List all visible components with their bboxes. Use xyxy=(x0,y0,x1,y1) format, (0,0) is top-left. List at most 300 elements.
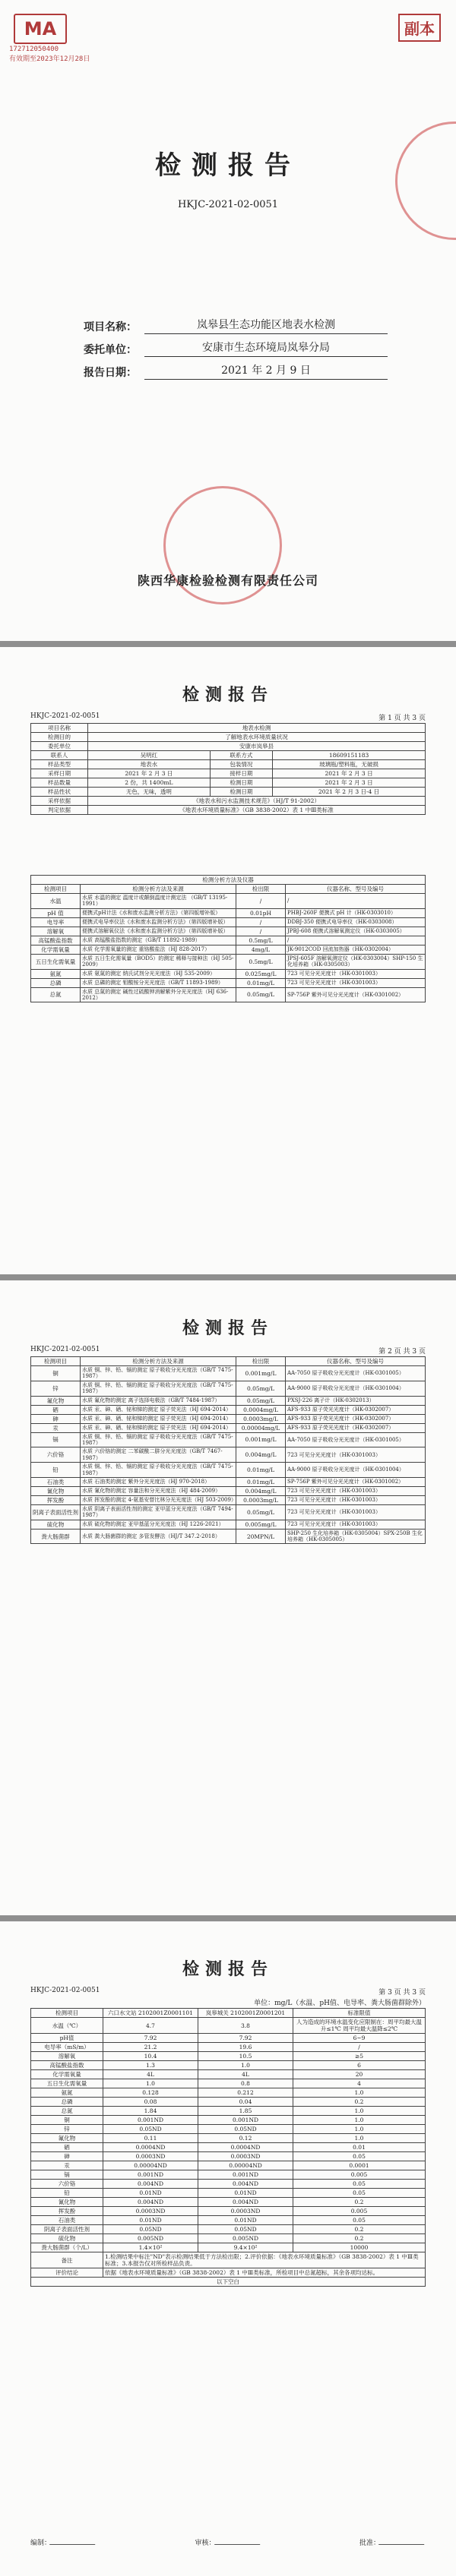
method-instrument: 723 可见分光光度计（HK-0301003） xyxy=(286,1495,426,1504)
result-row xyxy=(31,2116,426,2125)
info-value: 了解地表水环境质量状况 xyxy=(88,733,426,742)
result-item: 水温（℃） xyxy=(31,2018,103,2034)
method-instrument: 723 可见分光光度计（HK-0301003） xyxy=(286,1486,426,1495)
info-label: 接样日期 xyxy=(210,769,272,778)
result-site-2: 9.4×10² xyxy=(198,2243,293,2252)
method-row xyxy=(31,978,426,987)
result-item: 硫化物 xyxy=(31,2234,103,2243)
end-mark: 以下空白 xyxy=(31,2278,426,2287)
method-row xyxy=(31,1432,426,1447)
result-row xyxy=(31,2070,426,2079)
result-limit: 0.05 xyxy=(293,2180,426,2189)
info-label: 委托单位 xyxy=(31,742,88,751)
info-value: 《地表水环境质量标准》（GB 3838-2002）表 1 中Ⅲ类标准 xyxy=(88,806,426,815)
result-row xyxy=(31,2180,426,2189)
info-value: 地表水检测 xyxy=(88,724,426,733)
info-row xyxy=(31,778,426,788)
result-item: 氟化物 xyxy=(31,2134,103,2143)
info-label: 项目名称 xyxy=(31,724,88,733)
result-limit: 0.2 xyxy=(293,2234,426,2243)
info-value: 无色，无味，透明 xyxy=(88,788,211,797)
result-site-2: 7.92 xyxy=(198,2034,293,2043)
result-item: 铅 xyxy=(31,2189,103,2198)
info-value: 吴明红 xyxy=(88,751,211,760)
result-item: 高锰酸盐指数 xyxy=(31,2061,103,2070)
method-standard: 水质 粪大肠菌群的测定 多管发酵法（HJ/T 347.2-2018） xyxy=(81,1529,236,1544)
result-site-2: 0.001ND xyxy=(198,2170,293,2180)
method-item: 硒 xyxy=(31,1405,81,1414)
method-instrument: DDBJ-350 便携式电导率仪（HK-0303008） xyxy=(286,917,426,927)
method-standard: 水质 氟化物的测定 离子选择电极法（GB/T 7484-1987） xyxy=(81,1396,236,1405)
method-standard: 水质 化学需氧量的测定 重铬酸盐法（HJ 828-2017） xyxy=(81,945,236,954)
method-instrument: / xyxy=(286,936,426,945)
info-label: 检测日期 xyxy=(210,788,272,797)
method-row xyxy=(31,987,426,1002)
method-standard: 水质 汞、砷、硒、铋和锑的测定 原子荧光法（HJ 694-2014） xyxy=(81,1414,236,1423)
method-standard: 便携式pH计法《水和废水监测分析方法》（第四版增补版） xyxy=(81,908,236,917)
report-page-2 xyxy=(0,1280,456,1915)
result-site-1: 1.3 xyxy=(103,2061,198,2070)
result-item: 硒 xyxy=(31,2143,103,2152)
info-table xyxy=(30,723,426,815)
method-standard: 水质 氰化物的测定 容量法和分光光度法（HJ 484-2009） xyxy=(81,1486,236,1495)
method-item: 五日生化需氧量 xyxy=(31,954,81,969)
result-item: 电导率（mS/m） xyxy=(31,2043,103,2052)
method-row xyxy=(31,917,426,927)
result-limit: 0.05 xyxy=(293,2189,426,2198)
method-detection-limit: / xyxy=(236,927,286,936)
method-item: 镉 xyxy=(31,1432,81,1447)
method-row xyxy=(31,1447,426,1463)
info-value: 2021 年 2 月 3 日 xyxy=(273,769,426,778)
method-standard: 水质 铜、锌、铅、镉的测定 原子吸收分光光度法（GB/T 7475-1987） xyxy=(81,1463,236,1478)
report-number: HKJC-2021-02-0051 xyxy=(177,199,279,210)
method-row xyxy=(31,1504,426,1520)
method-instrument: SHP-250 生化培养箱（HK-0305004）SPX-250B 生化培养箱（HK-0305005） xyxy=(286,1529,426,1544)
method-row xyxy=(31,1520,426,1529)
info-row xyxy=(31,742,426,751)
result-site-1: 0.001ND xyxy=(103,2170,198,2180)
method-standard: 水质 挥发酚的测定 4-氨基安替比林分光光度法（HJ 503-2009） xyxy=(81,1495,236,1504)
method-row xyxy=(31,954,426,969)
methods-table-2: 检测项目 检测分析方法及来源 检出限 仪器名称、型号及编号 铜 水质 铜、锌、铅、镉的测定 原子吸收分光光度法（GB/T 7475-1987） 0.001mg/L AA-7050 原子吸收分光光度计（HK-0301005） 锌 水质 铜、锌、铅、镉的测定 原子吸收分光光度法（GB/T 7475-1987） 0.05mg/L AA-9000 原子吸收分光光度计（HK-0301004） 氟化物 水质 氟化物的测定 离子选择电极法（GB/T 7484-1987） 0.05mg/L PXSJ-226 离子计（HK-0302013） 硒 水质 汞、砷、硒、铋和锑的测定 原子荧光法（HJ 694-2014） 0.0004mg/L AFS-933 原子荧光光度计（HK-0302007） 砷 水质 汞、砷、硒、铋和锑的测定 原子荧光法（HJ 694-2014） 0.0003mg/L AFS-933 原子荧光光度计（HK-0302007） 汞 水质 汞、砷、硒、铋和锑的测定 原子荧光法（HJ 694-2014） 0.00004mg/L AFS-933 原子荧光光度计（HK-0302007） 镉 水质 铜、锌、铅、镉的测定 原子吸收分光光度法（GB/T 7475-1987） 0.001mg/L AA-7050 原子吸收分光光度计（HK-0301005） 六价铬 水质 六价铬的测定 二苯碳酰二肼分光光度法（GB/T 7467-1987） 0.004mg/L 723 可见分光光度计（HK-0301003） 铅 水质 铜、锌、铅、镉的测定 原子吸收分光光度法（GB/T 7475-1987） 0.01mg/L AA-9000 原子吸收分光光度计（HK-0301004） 石油类 水质 石油类的测定 紫外分光光度法（HJ 970-2018） 0.01mg/L SP-756P 紫外可见分光光度计（HK-0301002） 氰化物 水质 氰化物的测定 容量法和分光光度法（HJ 484-2009） 0.004mg/L 723 可见分光光度计（HK-0301003） 挥发酚 水质 挥发酚的测定 4-氨基安替比林分光光度法（HJ 503-2009） 0.0003mg/L 723 可见分光光度计（HK-0301003） 阴离子表面活性剂 水质 阴离子表面活性剂的测定 亚甲蓝分光光度法（GB/T 7494-1987） 0.05mg/L 723 可见分光光度计（HK-0301003） 硫化物 水质 硫化物的测定 亚甲基蓝分光光度法（HJ 1226-2021） 0.005mg/L 723 可见分光光度计（HK-0301003） 粪大肠菌群 水质 粪大肠菌群的测定 多管发酵法（HJ/T 347.2-2018） 20MPN/L SHP-250 生化培养箱（HK-0305004）SPX-250B 生化培养箱（HK-0305005） xyxy=(30,1356,426,1544)
result-row xyxy=(31,2098,426,2107)
method-instrument: SP-756P 紫外可见分光光度计（HK-0301002） xyxy=(286,1477,426,1486)
result-limit: 0.05 xyxy=(293,2216,426,2225)
method-item: 六价铬 xyxy=(31,1447,81,1463)
info-row xyxy=(31,751,426,760)
result-limit: ≥5 xyxy=(293,2052,426,2061)
result-item: 挥发酚 xyxy=(31,2207,103,2216)
method-item: 挥发酚 xyxy=(31,1495,81,1504)
method-row xyxy=(31,1414,426,1423)
method-row xyxy=(31,894,426,909)
result-row xyxy=(31,2225,426,2234)
result-site-2: 0.05ND xyxy=(198,2125,293,2134)
method-detection-limit: 0.005mg/L xyxy=(236,1520,286,1529)
result-row xyxy=(31,2207,426,2216)
method-row xyxy=(31,927,426,936)
result-limit: 0.2 xyxy=(293,2098,426,2107)
result-site-1: 0.01ND xyxy=(103,2189,198,2198)
result-limit: 1.0 xyxy=(293,2088,426,2098)
method-standard: 水质 汞、砷、硒、铋和锑的测定 原子荧光法（HJ 694-2014） xyxy=(81,1423,236,1432)
method-detection-limit: 0.05mg/L xyxy=(236,1396,286,1405)
result-limit: 0.01 xyxy=(293,2143,426,2152)
info-row xyxy=(31,788,426,797)
result-row xyxy=(31,2107,426,2116)
result-limit: 1.0 xyxy=(293,2107,426,2116)
method-detection-limit: / xyxy=(236,917,286,927)
result-limit: 1.0 xyxy=(293,2125,426,2134)
result-item: 汞 xyxy=(31,2161,103,2170)
result-site-1: 1.4×10² xyxy=(103,2243,198,2252)
method-instrument: AA-9000 原子吸收分光光度计（HK-0301004） xyxy=(286,1463,426,1478)
info-label: 样品类型 xyxy=(31,760,88,769)
method-row xyxy=(31,1495,426,1504)
result-row xyxy=(31,2134,426,2143)
result-limit: 10000 xyxy=(293,2243,426,2252)
result-site-1: 21.2 xyxy=(103,2043,198,2052)
result-site-2: 1.0 xyxy=(198,2061,293,2070)
result-row xyxy=(31,2079,426,2088)
result-site-1: 0.00004ND xyxy=(103,2161,198,2170)
method-item: 氟化物 xyxy=(31,1396,81,1405)
info-label: 采样日期 xyxy=(31,769,88,778)
result-site-2: 0.01ND xyxy=(198,2189,293,2198)
method-standard: 便携式电导率仪法《水和废水监测分析方法》（第四版增补版） xyxy=(81,917,236,927)
result-item: 镉 xyxy=(31,2170,103,2180)
result-site-1: 1.84 xyxy=(103,2107,198,2116)
method-item: 氰化物 xyxy=(31,1486,81,1495)
result-row xyxy=(31,2088,426,2098)
method-instrument: PXSJ-226 离子计（HK-0302013） xyxy=(286,1396,426,1405)
method-standard: 水质 铜、锌、铅、镉的测定 原子吸收分光光度法（GB/T 7475-1987） xyxy=(81,1366,236,1381)
evaluation-row: 评价结论 依据《地表水环境质量标准》（GB 3838-2002）表 1 中Ⅲ类标准，所检项目中总氮超标，其余各项均达标。 xyxy=(31,2268,426,2278)
method-standard: 水质 阴离子表面活性剂的测定 亚甲蓝分光光度法（GB/T 7494-1987） xyxy=(81,1504,236,1520)
result-limit: 1.0 xyxy=(293,2134,426,2143)
result-site-1: 0.004ND xyxy=(103,2180,198,2189)
method-detection-limit: 0.01mg/L xyxy=(236,1463,286,1478)
result-row xyxy=(31,2234,426,2243)
method-detection-limit: 0.004mg/L xyxy=(236,1447,286,1463)
method-standard: 水质 铜、锌、铅、镉的测定 原子吸收分光光度法（GB/T 7475-1987） xyxy=(81,1381,236,1396)
info-label: 联系方式 xyxy=(210,751,272,760)
method-standard: 水质 铜、锌、铅、镉的测定 原子吸收分光光度法（GB/T 7475-1987） xyxy=(81,1432,236,1447)
result-site-1: 10.4 xyxy=(103,2052,198,2061)
info-value: 2021 年 2 月 3 日-4 日 xyxy=(273,788,426,797)
method-row xyxy=(31,908,426,917)
result-site-1: 0.001ND xyxy=(103,2116,198,2125)
result-row xyxy=(31,2034,426,2043)
field-date: 报告日期： 2021 年 2 月 9 日 xyxy=(84,357,388,380)
method-detection-limit: 20MPN/L xyxy=(236,1529,286,1544)
method-item: 化学需氧量 xyxy=(31,945,81,954)
result-site-2: 0.05ND xyxy=(198,2225,293,2234)
info-label: 联系人 xyxy=(31,751,88,760)
method-instrument: AFS-933 原子荧光光度计（HK-0302007） xyxy=(286,1414,426,1423)
info-row xyxy=(31,769,426,778)
info-label: 采样依据 xyxy=(31,797,88,806)
result-site-1: 0.05ND xyxy=(103,2225,198,2234)
method-instrument: AFS-933 原子荧光光度计（HK-0302007） xyxy=(286,1423,426,1432)
result-row xyxy=(31,2216,426,2225)
method-detection-limit: 0.001mg/L xyxy=(236,1432,286,1447)
result-limit: 6~9 xyxy=(293,2034,426,2043)
result-limit: 人为造成的环境水温变化应限制在：周平均最大温升≤1℃ 周平均最大温降≤2℃ xyxy=(293,2018,426,2034)
field-project: 项目名称： 岚皋县生态功能区地表水检测 xyxy=(84,311,388,334)
method-item: 总氮 xyxy=(31,987,81,1002)
method-instrument: JPSJ-605F 溶解氧测定仪（HK-0303004）SHP-150 生化培养箱（HK-0305003） xyxy=(286,954,426,969)
result-site-1: 0.0003ND xyxy=(103,2152,198,2161)
method-instrument: 723 可见分光光度计（HK-0301003） xyxy=(286,1504,426,1520)
info-label: 包装情况 xyxy=(210,760,272,769)
method-item: 锌 xyxy=(31,1381,81,1396)
method-detection-limit: 0.01mg/L xyxy=(236,1477,286,1486)
method-standard: 水质 氨氮的测定 纳氏试剂分光光度法（HJ 535-2009） xyxy=(81,969,236,978)
result-site-1: 4L xyxy=(103,2070,198,2079)
method-detection-limit: 0.00004mg/L xyxy=(236,1423,286,1432)
page-header: HKJC-2021-02-0051 第 3 页 共 3 页 xyxy=(30,1987,426,1997)
method-detection-limit: 0.5mg/L xyxy=(236,936,286,945)
page-title: 检测报告 xyxy=(182,685,274,705)
result-item: 总磷 xyxy=(31,2098,103,2107)
method-item: pH 值 xyxy=(31,908,81,917)
result-item: 砷 xyxy=(31,2152,103,2161)
method-standard: 水质 五日生化需氧量（BOD5）的测定 稀释与接种法（HJ 505-2009） xyxy=(81,954,236,969)
result-limit: 1.0 xyxy=(293,2116,426,2125)
result-row xyxy=(31,2143,426,2152)
method-item: 砷 xyxy=(31,1414,81,1423)
method-row xyxy=(31,1423,426,1432)
method-instrument: 723 可见分光光度计（HK-0301003） xyxy=(286,978,426,987)
result-item: 五日生化需氧量 xyxy=(31,2079,103,2088)
method-detection-limit: 0.0004mg/L xyxy=(236,1405,286,1414)
method-standard: 水质 水温的测定 温度计或颠倒温度计测定法 （GB/T 13195-1991） xyxy=(81,894,236,909)
method-instrument: AA-7050 原子吸收分光光度计（HK-0301005） xyxy=(286,1366,426,1381)
info-value: 2021 年 2 月 3 日 xyxy=(273,778,426,788)
info-value: 2021 年 2 月 3 日 xyxy=(88,769,211,778)
result-row xyxy=(31,2170,426,2180)
result-row xyxy=(31,2043,426,2052)
method-item: 硫化物 xyxy=(31,1520,81,1529)
result-limit: 0.05 xyxy=(293,2152,426,2161)
result-site-2: 0.005ND xyxy=(198,2234,293,2243)
result-item: 锌 xyxy=(31,2125,103,2134)
info-row xyxy=(31,806,426,815)
info-label: 样品性状 xyxy=(31,788,88,797)
method-item: 粪大肠菌群 xyxy=(31,1529,81,1544)
result-site-1: 0.05ND xyxy=(103,2125,198,2134)
result-site-2: 0.8 xyxy=(198,2079,293,2088)
report-title: 检测报告 xyxy=(155,150,301,181)
method-detection-limit: 0.004mg/L xyxy=(236,1486,286,1495)
info-row xyxy=(31,724,426,733)
method-detection-limit: 0.001mg/L xyxy=(236,1366,286,1381)
result-row xyxy=(31,2018,426,2034)
method-row xyxy=(31,1486,426,1495)
result-limit: 0.005 xyxy=(293,2207,426,2216)
method-detection-limit: 0.01mg/L xyxy=(236,978,286,987)
info-value: 安康市岚皋县 xyxy=(88,742,426,751)
method-item: 溶解氧 xyxy=(31,927,81,936)
info-label: 检测日期 xyxy=(210,778,272,788)
info-value: 18609151183 xyxy=(273,751,426,760)
result-site-1: 4.7 xyxy=(103,2018,198,2034)
result-site-2: 0.12 xyxy=(198,2134,293,2143)
result-site-2: 1.85 xyxy=(198,2107,293,2116)
result-item: 氰化物 xyxy=(31,2198,103,2207)
result-site-2: 0.004ND xyxy=(198,2198,293,2207)
method-detection-limit: 0.025mg/L xyxy=(236,969,286,978)
result-item: 溶解氧 xyxy=(31,2052,103,2061)
result-site-2: 4L xyxy=(198,2070,293,2079)
method-detection-limit: 0.01pH xyxy=(236,908,286,917)
method-row xyxy=(31,936,426,945)
method-item: 高锰酸盐指数 xyxy=(31,936,81,945)
remark-row: 备注 1.检测结果中标注"ND"表示检测结果低于方法检出限；2.评价依据：《地表水环境质量标准》（GB 3838-2002）表 1 中Ⅲ类标准；3.本报告仅对所检样品负责。 xyxy=(31,2252,426,2268)
method-standard: 水质 石油类的测定 紫外分光光度法（HJ 970-2018） xyxy=(81,1477,236,1486)
method-instrument: JPBJ-608 便携式溶解氧测定仪（HK-0303005） xyxy=(286,927,426,936)
result-site-2: 0.004ND xyxy=(198,2180,293,2189)
result-row xyxy=(31,2061,426,2070)
result-site-1: 0.0003ND xyxy=(103,2207,198,2216)
result-row xyxy=(31,2125,426,2134)
page-header: HKJC-2021-02-0051 第 1 页 共 3 页 xyxy=(30,712,426,722)
reviewer-sign: 审核： xyxy=(195,2537,261,2547)
method-instrument: AFS-933 原子荧光光度计（HK-0302007） xyxy=(286,1405,426,1414)
result-site-1: 0.005ND xyxy=(103,2234,198,2243)
company-name: 陕西华康检验检测有限责任公司 xyxy=(137,573,318,588)
results-unit-caption: 单位：mg/L（水温、pH值、电导率、粪大肠菌群除外） xyxy=(254,2000,426,2007)
method-item: 石油类 xyxy=(31,1477,81,1486)
method-detection-limit: 0.5mg/L xyxy=(236,954,286,969)
result-site-2: 0.0003ND xyxy=(198,2207,293,2216)
method-row xyxy=(31,1529,426,1544)
result-site-2: 0.00004ND xyxy=(198,2161,293,2170)
result-row xyxy=(31,2161,426,2170)
copy-stamp: 副本 xyxy=(398,14,441,42)
method-standard: 水质 总氮的测定 碱性过硫酸钾消解紫外分光光度法（HJ 636-2012） xyxy=(81,987,236,1002)
result-item: 铜 xyxy=(31,2116,103,2125)
result-item: 氨氮 xyxy=(31,2088,103,2098)
result-row xyxy=(31,2243,426,2252)
method-standard: 便携式溶解氧仪法《水和废水监测分析方法》（第四版增补版） xyxy=(81,927,236,936)
result-site-2: 0.212 xyxy=(198,2088,293,2098)
result-limit: 0.005 xyxy=(293,2170,426,2180)
result-item: pH值 xyxy=(31,2034,103,2043)
method-instrument: 723 可见分光光度计（HK-0301003） xyxy=(286,1520,426,1529)
method-instrument: SP-756P 紫外可见分光光度计（HK-0301002） xyxy=(286,987,426,1002)
result-site-2: 0.001ND xyxy=(198,2116,293,2125)
method-detection-limit: 0.05mg/L xyxy=(236,1381,286,1396)
report-page-1 xyxy=(0,647,456,1274)
method-standard: 水质 六价铬的测定 二苯碳酰二肼分光光度法（GB/T 7467-1987） xyxy=(81,1447,236,1463)
method-instrument: JK-9012COD 回流加热器（HK-0302004） xyxy=(286,945,426,954)
method-row xyxy=(31,1463,426,1478)
info-value: 2 份，共 1400mL xyxy=(88,778,211,788)
method-item: 铅 xyxy=(31,1463,81,1478)
result-limit: / xyxy=(293,2043,426,2052)
method-item: 阴离子表面活性剂 xyxy=(31,1504,81,1520)
method-detection-limit: 4mg/L xyxy=(236,945,286,954)
method-detection-limit: / xyxy=(236,894,286,909)
method-row xyxy=(31,1381,426,1396)
result-site-1: 0.08 xyxy=(103,2098,198,2107)
cover-page xyxy=(0,0,456,641)
method-detection-limit: 0.0003mg/L xyxy=(236,1495,286,1504)
method-item: 水温 xyxy=(31,894,81,909)
cover-fields xyxy=(84,311,388,380)
info-label: 判定依据 xyxy=(31,806,88,815)
method-row xyxy=(31,1396,426,1405)
result-limit: 0.2 xyxy=(293,2225,426,2234)
method-row xyxy=(31,945,426,954)
result-site-1: 0.0004ND xyxy=(103,2143,198,2152)
result-site-1: 0.004ND xyxy=(103,2198,198,2207)
result-site-1: 0.01ND xyxy=(103,2216,198,2225)
result-item: 六价铬 xyxy=(31,2180,103,2189)
result-item: 粪大肠菌群（个/L） xyxy=(31,2243,103,2252)
result-row xyxy=(31,2152,426,2161)
result-site-1: 1.0 xyxy=(103,2079,198,2088)
result-site-1: 7.92 xyxy=(103,2034,198,2043)
result-limit: 6 xyxy=(293,2061,426,2070)
method-item: 铜 xyxy=(31,1366,81,1381)
result-row xyxy=(31,2052,426,2061)
info-value: 地表水 xyxy=(88,760,211,769)
cma-logo: MA xyxy=(14,14,67,44)
method-detection-limit: 0.0003mg/L xyxy=(236,1414,286,1423)
page-header: HKJC-2021-02-0051 第 2 页 共 3 页 xyxy=(30,1346,426,1356)
method-row xyxy=(31,1477,426,1486)
result-site-2: 19.6 xyxy=(198,2043,293,2052)
compiler-sign: 编制： xyxy=(30,2537,97,2547)
info-row xyxy=(31,733,426,742)
page-title: 检测报告 xyxy=(182,1318,274,1338)
info-label: 样品数量 xyxy=(31,778,88,788)
methods-table-1: 检测分析方法及仪器 检测项目 检测分析方法及来源 检出限 仪器名称、型号及编号 水温 水质 水温的测定 温度计或颠倒温度计测定法 （GB/T 13195-1991） / / pH 值 便携式pH计法《水和废水监测分析方法》（第四版增补版） 0.01pH PHBJ-260F 便携式 pH 计（HK-0303010） 电导率 便携式电导率仪法《水和废水监测分析方法》（第四版增补版） / DDBJ-350 便携式电导率仪（HK-0303008） 溶解氧 便携式溶解氧仪法《水和废水监测分析方法》（第四版增补版） / JPBJ-608 便携式溶解氧测定仪（HK-0303005） 高锰酸盐指数 水质 高锰酸盐指数的测定（GB/T 11892-1989） 0.5mg/L / 化学需氧量 水质 化学需氧量的测定 重铬酸盐法（HJ 828-2017） 4mg/L JK-9012COD 回流加热器（HK-0302004） 五日生化需氧量 水质 五日生化需氧量（BOD5）的测定 稀释与接种法（HJ 505-2009） 0.5mg/L JPSJ-605F 溶解氧测定仪（HK-0303004）SHP-150 生化培养箱（HK-0305003） 氨氮 水质 氨氮的测定 纳氏试剂分光光度法（HJ 535-2009） 0.025mg/L 723 可见分光光度计（HK-0301003） 总磷 水质 总磷的测定 钼酸铵分光光度法（GB/T 11893-1989） 0.01mg/L 723 可见分光光度计（HK-0301003） 总氮 水质 总氮的测定 碱性过硫酸钾消解紫外分光光度法（HJ 636-2012） 0.05mg/L SP-756P 紫外可见分光光度计（HK-0301002） xyxy=(30,875,426,1002)
method-instrument: 723 可见分光光度计（HK-0301003） xyxy=(286,969,426,978)
method-item: 氨氮 xyxy=(31,969,81,978)
result-site-2: 0.0004ND xyxy=(198,2143,293,2152)
result-limit: 20 xyxy=(293,2070,426,2079)
result-site-2: 3.8 xyxy=(198,2018,293,2034)
result-limit: 0.2 xyxy=(293,2198,426,2207)
signatures xyxy=(30,2537,426,2547)
result-item: 化学需氧量 xyxy=(31,2070,103,2079)
result-row xyxy=(31,2189,426,2198)
result-item: 总氮 xyxy=(31,2107,103,2116)
method-instrument: 723 可见分光光度计（HK-0301003） xyxy=(286,1447,426,1463)
method-standard: 水质 总磷的测定 钼酸铵分光光度法（GB/T 11893-1989） xyxy=(81,978,236,987)
info-row xyxy=(31,797,426,806)
method-standard: 水质 硫化物的测定 亚甲基蓝分光光度法（HJ 1226-2021） xyxy=(81,1520,236,1529)
result-item: 石油类 xyxy=(31,2216,103,2225)
info-value: 玻璃瓶/塑料瓶，无破损 xyxy=(273,760,426,769)
method-instrument: AA-9000 原子吸收分光光度计（HK-0301004） xyxy=(286,1381,426,1396)
results-table: 检测项目 六口水文站 2102001Z0001101 岚皋城关 2102001Z0001201 标准限值 水温（℃） 4.7 3.8 人为造成的环境水温变化应限制在：周平均最大温升≤1℃ 周平均最大温降≤2℃ pH值 7.92 7.92 6~9 电导率（mS/m） 21.2 19.6 / 溶解氧 10.4 10.5 ≥5 高锰酸盐指数 1.3 1.0 6 化学需氧量 4L 4L 20 五日生化需氧量 1.0 0.8 4 氨氮 0.128 0.212 1.0 总磷 0.08 0.04 0.2 总氮 1.84 1.85 1.0 铜 0.001ND 0.001ND 1.0 锌 0.05ND 0.05ND 1.0 氟化物 0.11 0.12 1.0 硒 0.0004ND 0.0004ND 0.01 砷 0.0003ND 0.0003ND 0.05 汞 0.00004ND 0.00004ND 0.0001 镉 0.001ND 0.001ND 0.005 六价铬 0.004ND 0.004ND 0.05 铅 0.01ND 0.01ND 0.05 氰化物 0.004ND 0.004ND 0.2 挥发酚 0.0003ND 0.0003ND 0.005 石油类 0.01ND 0.01ND 0.05 阴离子表面活性剂 0.05ND 0.05ND 0.2 硫化物 0.005ND 0.005ND 0.2 粪大肠菌群（个/L） 1.4×10² 9.4×10² 10000 备注 1.检测结果中标注"ND"表示检测结果低于方法检出限；2.评价依据：《地表水环境质量标准》（GB 3838-2002）表 1 中Ⅲ类标准；3.本报告仅对所检样品负责。 评价结论 依据《地表水环境质量标准》（GB 3838-2002）表 1 中Ⅲ类标准，所检项目中总氮超标，其余各项均达标。 以下空白 xyxy=(30,2008,426,2287)
cma-number: 172712050400 有效期至2023年12月28日 xyxy=(9,46,90,63)
method-item: 电导率 xyxy=(31,917,81,927)
report-page-3 xyxy=(0,1921,456,2576)
result-site-1: 0.128 xyxy=(103,2088,198,2098)
info-label: 检测目的 xyxy=(31,733,88,742)
method-item: 汞 xyxy=(31,1423,81,1432)
method-row xyxy=(31,1405,426,1414)
info-value: 《地表水和污水监测技术规范》（HJ/T 91-2002） xyxy=(88,797,426,806)
info-row xyxy=(31,760,426,769)
